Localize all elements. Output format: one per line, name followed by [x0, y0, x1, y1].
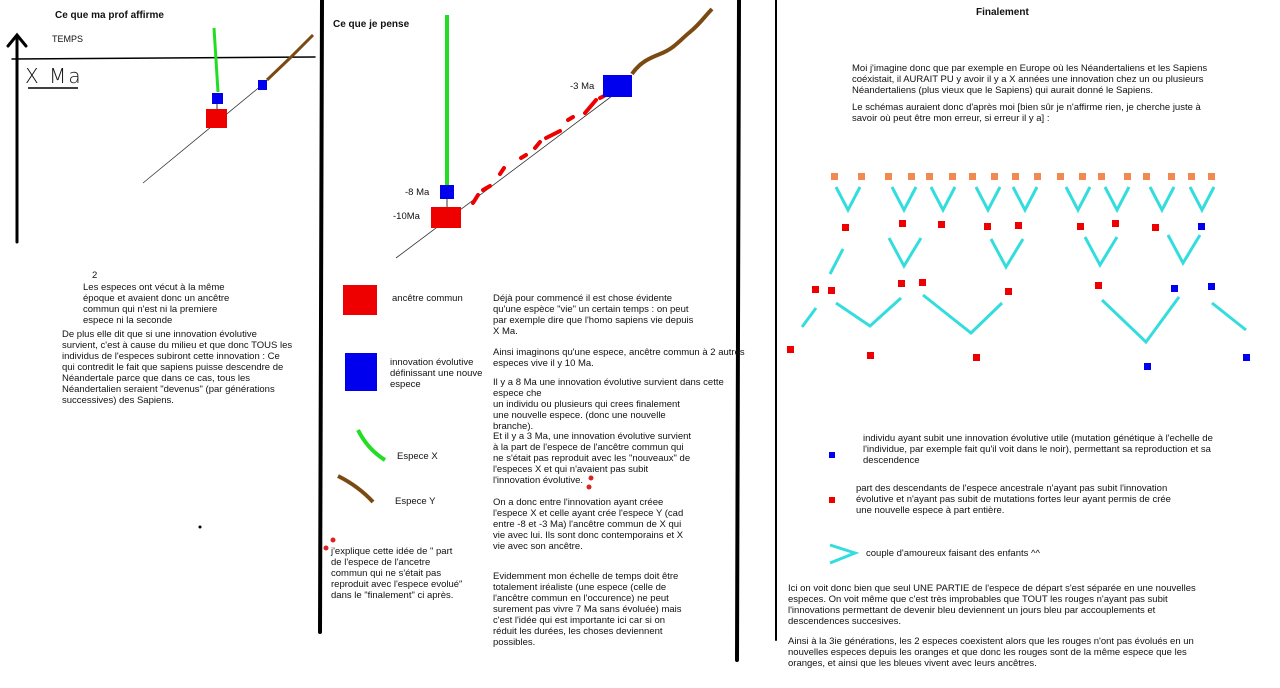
orange-individual — [885, 173, 892, 180]
couple-v — [1190, 187, 1214, 210]
my-diagram — [396, 9, 712, 258]
couple-v — [976, 187, 1000, 210]
final-p3: Ici on voit donc bien que seul UNE PARTIE de l'espece de départ s'est séparée en une nouvelles especes. On voit même que c'est très improbables que TOUT les rouges n'ayant pas subit l'innovations permettant de devenir bleu deviennent un jours bleu par accouplements et descendences succesives. — [788, 583, 1196, 627]
red-individual — [1005, 288, 1012, 295]
descent-line — [1212, 303, 1246, 330]
red-individual — [787, 346, 794, 353]
legend-blue-text: individu ayant subit une innovation évolutive utile (mutation génétique à l'echelle de l'individue, par exemple fait qu'il voit dans le noir), permettant sa reproduction et sa descendence — [863, 433, 1213, 466]
couple-v — [991, 239, 1023, 267]
couple-v — [892, 187, 916, 210]
couple-v — [1085, 237, 1117, 265]
legend-species-x-label: Espece X — [397, 451, 438, 462]
label-minus-10ma: -10Ma — [393, 211, 420, 222]
time-axis-label: TEMPS — [52, 34, 84, 44]
red-individual — [898, 280, 905, 287]
legend-couple-text: couple d'amoureux faisant des enfants ^^ — [866, 548, 1040, 559]
legend-red-text: part des descendants de l'espece ancestrale n'ayant pas subit l'innovation évolutive et n'ayant pas subit de mutations fortes leur ayant permis de crée une nouvelle espece à part entière. — [856, 483, 1171, 516]
family-tree — [787, 173, 1250, 370]
couple-v — [1102, 297, 1179, 342]
final-p1: Moi j'imagine donc que par exemple en Europe où les Néandertaliens et les Sapiens coéxistait, il AURAIT PU y avoir il y a X années une innovation chez un ou plusieurs Néandertaliens (plus vieux que le Sapiens) qui aurait donné le Sapiens. — [852, 63, 1208, 96]
legend-red-swatch — [829, 497, 835, 503]
label-minus-8ma: -8 Ma — [405, 187, 430, 198]
couple-v — [1105, 187, 1129, 210]
innovation-square-3ma — [603, 75, 632, 97]
orange-individual — [1098, 173, 1105, 180]
explanation-p5: On a donc entre l'innovation ayant créee l'espece X et celle ayant crée l'espece Y (cad entre -8 et -3 Ma) l'ancêtre commun de X qui vie avec lui. Ils sont donc contemporains et X vie avec son ancêtre. — [493, 497, 684, 552]
legend-innovation-label: innovation évolutive définissant une nouve espece — [390, 357, 483, 390]
couple-v — [931, 187, 955, 210]
couple-v — [1150, 187, 1174, 210]
orange-individual — [949, 173, 956, 180]
explanation-p1: Déjà pour commencé il est chose évidente qu'une espèce "vie" un certain temps : on peut par exemple dire que l'homo sapiens vie depuis X Ma. — [493, 293, 694, 337]
couple-v — [1066, 187, 1090, 210]
note-number: 2 — [92, 270, 98, 281]
species-x-branch — [214, 28, 218, 92]
blue-individual — [1171, 285, 1178, 292]
ancestor-square-10ma — [431, 207, 461, 228]
orange-individual — [858, 173, 865, 180]
prof-argument-text: De plus elle dit que si une innovation évolutive survient, c'est à cause du milieu et que donc TOUS les individus de l'especes subiront cette innovation : Ce qui contredit le fait que sapiens puisse descendre de Néandertale parce que dans ce cas, tous les Néandertalien seraient "devenus" (par générations successives) des Sapiens. — [62, 329, 293, 406]
red-individual — [1095, 282, 1102, 289]
orange-individual — [1079, 173, 1086, 180]
descent-line — [802, 308, 816, 327]
blue-individual — [1243, 354, 1250, 361]
blue-individual — [1144, 363, 1151, 370]
couple-v — [836, 298, 901, 326]
prof-title: Ce que ma prof affirme — [55, 10, 164, 21]
orange-individual — [926, 173, 933, 180]
orange-individual — [908, 173, 915, 180]
legend-species-y-swatch — [338, 476, 373, 502]
orange-individual — [1124, 173, 1131, 180]
couple-v — [889, 238, 921, 266]
explanation-p4: Et il y a 3 Ma, une innovation évolutive survient à la part de l'espece de l'ancêtre commun qui ne s'était pas reproduit avec les "nouveaux" de l'especes X et qui n'avaient pas subit l'innovation évolutive. — [493, 431, 692, 486]
blue-individual — [1198, 223, 1205, 230]
red-individual — [812, 286, 819, 293]
prof-claim-text: Les especes ont vécut à la même époque et avaient donc un ancêtre commun qui n'est ni la premiere espece ni la seconde — [83, 282, 230, 326]
couple-v — [923, 295, 1002, 333]
orange-individual — [1057, 173, 1064, 180]
orange-individual — [1012, 173, 1019, 180]
orange-individual — [1143, 173, 1150, 180]
red-individual — [1077, 223, 1084, 230]
red-individual — [1015, 222, 1022, 229]
label-minus-3ma: -3 Ma — [570, 81, 595, 92]
prof-diagram — [143, 28, 313, 183]
descent-line — [830, 249, 843, 274]
red-individual — [842, 224, 849, 231]
red-individual — [1152, 224, 1159, 231]
red-individual — [973, 354, 980, 361]
legend-species-x-swatch — [358, 430, 385, 460]
red-individual — [984, 223, 991, 230]
legend-species-y-label: Espece Y — [395, 496, 436, 507]
red-individual — [1112, 220, 1119, 227]
blue-individual — [1208, 283, 1215, 290]
orange-individual — [1034, 173, 1041, 180]
innovation-square — [212, 93, 223, 104]
my-view-title: Ce que je pense — [333, 19, 410, 30]
ancestor-square — [206, 109, 227, 128]
final-title: Finalement — [976, 7, 1029, 18]
final-p2: Le schémas auraient donc d'après moi [bien sûr je n'affirme rien, je cherche juste à savoir où peut être mon erreur, si erreur il y a] : — [852, 102, 1201, 124]
legend-couple-swatch — [830, 545, 855, 563]
x-ma-label: X Ma — [25, 64, 83, 88]
innovation-square-8ma — [440, 185, 454, 199]
footnote-text: j'explique cette idée de " part de l'espece de l'ancetre commun qui ne s'était pas reproduit avec l'espece evolué" dans le "finalement" ci après. — [331, 546, 463, 601]
innovation-square — [258, 80, 267, 90]
explanation-p3: Il y a 8 Ma une innovation évolutive survient dans cette espece che un individu ou plusieurs qui crees finalement une nouvelle espece. (donc une nouvelle branche). — [493, 377, 724, 432]
orange-individual — [1188, 173, 1195, 180]
ancestor-dashed-lineage — [473, 96, 604, 203]
legend-innovation-swatch — [345, 353, 377, 391]
species-y-branch — [632, 9, 712, 74]
couple-v — [1168, 235, 1200, 263]
orange-individual — [969, 173, 976, 180]
red-individual — [867, 352, 874, 359]
explanation-p6: Evidemment mon échelle de temps doit être totalement iréaliste (une espece (celle de l'ancêtre commun en l'occurence) ne peut surement pas vivre 7 Ma sans évoluée) mais c'est l'idée qui est importante ici car si on réduit les durées, les choses deviennent possibles. — [493, 571, 682, 648]
red-individual — [899, 220, 906, 227]
couple-v — [1013, 187, 1037, 210]
orange-individual — [991, 173, 998, 180]
explanation-p2: Ainsi imaginons qu'une espece, ancêtre commun à 2 autres especes vive il y 10 Ma. — [493, 347, 745, 369]
legend-ancestor-swatch — [343, 285, 377, 315]
legend-ancestor-label: ancêtre commun — [392, 293, 463, 304]
orange-individual — [831, 173, 838, 180]
red-individual — [938, 221, 945, 228]
red-individual — [919, 279, 926, 286]
couple-v — [836, 187, 860, 210]
orange-individual — [1208, 173, 1215, 180]
legend-blue-swatch — [829, 452, 835, 458]
red-individual — [828, 287, 835, 294]
final-p4: Ainsi à la 3ie générations, les 2 especes coexistent alors que les rouges n'ont pas évolués en un nouvelles especes depuis les oranges et que donc les rouges sont de la même espece que les oranges, et ainsi que les bleues vivent avec leurs ancêtres. — [788, 636, 1194, 669]
orange-individual — [1168, 173, 1175, 180]
